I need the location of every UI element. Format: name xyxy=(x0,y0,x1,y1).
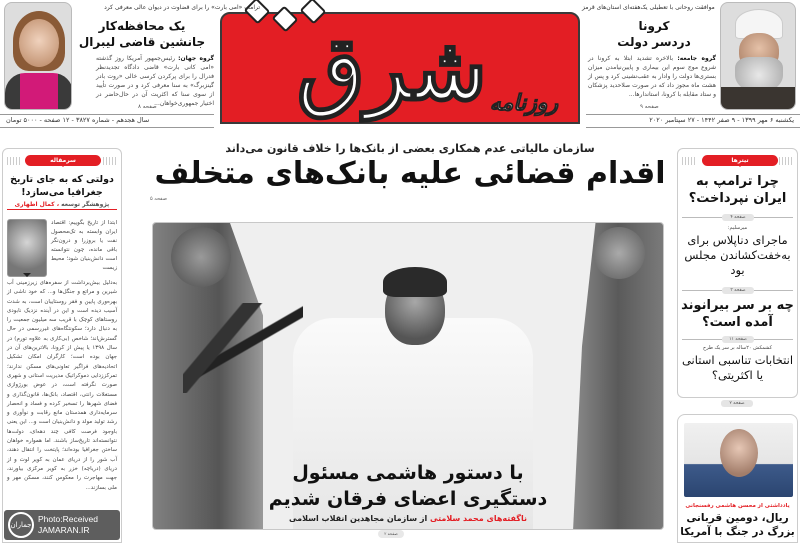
editorial-title[interactable]: دولتی که به جای تاریخ جغرافیا می‌سازد! xyxy=(10,174,114,198)
divider xyxy=(0,127,214,128)
editorial-body: به‌دلیل بیش‌برداشت از سفره‌های زیرزمینی آب شیرین و مراتع و جنگل‌ها و... که خود ناشی از بهره‌وری پایین و فقر روستاییان است، به شدت آسیب دیده است و این در آینده نزدیک نابودی روستاهای کوچک با قریب سه میلیون جمعیت را به دنبال دارد؛ سکونتگاه‌های غیررسمی در حال گسترش‌اند؛ شاخص (بی‌کاری به علاوه تورم) در سال ۱۳۹۸ یا پیش از کرونا، بالاترین‌های آن در جهان بوده است؛ کارگران امکان تشکیل اتحادیه‌های فراگیر تعاونی‌های مسکن ندارند؛ تمرکززدایی دموکراتیک مدیریت استانی و شهری صورت نگرفته است، در عوض بورژوازی مستغلات رانتی، اقتصاد، بانک‌ها، قانون‌گذاری و فضای شهرها را تسخیر کرده و فساد و انحصار سرمایه‌داری همدستان مانع رقابت و نوآوری و رشد تولید مولد و دانش‌بنیان است و... این یعنی با‌وجود فرصت کافی چند دهه‌ای، دولت‌ها نتوانسته‌اند تاریخ‌ساز باشند. اما همواره خواهان ساختن جغرافیا بوده‌اند؛ پایتخت را انتقال دهند، آب شور را از دریای عمان به کویر لوت و از دریای (دریاچه) خزر به کویر مرکزی بیاورند، جهت مهاجرت را معکوس کنند، مسکن مهر و ملی بسازند... xyxy=(7,280,117,491)
main-story-page: صفحه ۵ xyxy=(150,196,167,202)
photo-subheadline-black: از سازمان مجاهدین انقلاب اسلامی xyxy=(289,514,431,523)
photo-patient-hair xyxy=(383,267,447,297)
microphone-icon xyxy=(183,303,303,393)
headline-item-2-page: صفحه ۱۱ xyxy=(722,336,754,343)
photo-subheadline-red: ناگفته‌های محمد سلامتی xyxy=(430,514,527,523)
headline-item-2[interactable]: چه بر سر بیرانوند آمده است؟ xyxy=(681,298,794,330)
editorial-column xyxy=(2,148,122,543)
headline-item-3-kicker: کشمکش ۲۰ساله بر سر یک طرح xyxy=(702,345,773,351)
teaser-left-body xyxy=(96,54,214,108)
photo-person-left-head xyxy=(171,227,231,287)
main-story-kicker: سازمان مالیاتی عدم همکاری بعضی از بانک‌ها را خلاف قانون می‌داند xyxy=(225,142,595,155)
photo-subheadline xyxy=(153,514,663,523)
main-photo[interactable] xyxy=(152,222,664,530)
headline-item-0-page: صفحه ۴ xyxy=(722,214,754,221)
editorial-author: کمال اطهاری xyxy=(14,201,55,208)
opinion-title[interactable]: ریال، دومین قربانی بزرگ در جنگ با آمریکا xyxy=(680,512,795,538)
author-photo xyxy=(7,219,47,277)
divider xyxy=(586,127,800,128)
opinion-author-photo xyxy=(684,423,793,497)
photo-story-page: صفحه ۲ xyxy=(378,530,404,538)
watermark-line2: JAMARAN.IR xyxy=(38,525,90,535)
teaser-right-title-line1[interactable]: کرونا xyxy=(638,19,670,33)
hatch-decoration xyxy=(7,157,21,165)
headline-item-3[interactable]: انتخابات تناسبی استانی یا اکثریتی؟ xyxy=(681,353,794,382)
teaser-photo-rouhani xyxy=(720,2,796,110)
teaser-right-body-lead: گروه جامعه: xyxy=(677,55,716,62)
hatch-decoration xyxy=(103,157,117,165)
teaser-right-title-line2[interactable]: دردسر دولت xyxy=(617,35,691,49)
teaser-left-title-line1[interactable]: یک محافظه‌کار xyxy=(98,19,186,33)
teaser-photo-barrett xyxy=(4,2,72,110)
jamaran-logo-icon: جماران xyxy=(8,512,34,538)
teaser-left-kicker: ترامپ «امی بارت» را برای قضاوت در دیوان عالی معرفی کرد xyxy=(104,4,260,11)
editorial-byline: پژوهشگر توسعه ، کمال اطهاری xyxy=(7,201,117,210)
teaser-right-page: صفحه ۹ xyxy=(640,104,659,110)
divider xyxy=(0,114,214,115)
logo-wordmark: شرق xyxy=(296,16,488,120)
headlines-column xyxy=(677,148,798,398)
photo-caption xyxy=(153,460,663,523)
teaser-left-body-text: رئیس‌جمهور آمریکا روز گذشته «امی کانی بارت» قاضی دادگاه تجدیدنظر فدرال را برای پرکردن کرسی خالی «روت بادر گینزبرگ» به سنا معرفی کرد و در صورت تأیید از سوی سنا که اکثریت آن در حال‌حاضر در اختیار جمهوری‌خواهان... xyxy=(96,55,214,107)
headline-item-1[interactable]: ماجرای دناپلاس برای به‌خفت‌کشاندن مجلس بود xyxy=(684,233,791,277)
photo-watermark xyxy=(4,510,120,540)
headline-item-0[interactable]: چرا ترامپ به ایران نپرداخت؟ xyxy=(688,174,787,206)
headlines-badge: تیترها xyxy=(702,155,778,166)
divider xyxy=(586,114,800,115)
teaser-left-page: صفحه ۸ xyxy=(138,104,157,110)
editorial-body-top: ابتدا از تاریخ بگوییم: اقتصاد ایران وابسته به تک‌محصول نفت یا بروزرا و درون‌نگر باقی مانده، چون نتوانسته است دانش‌بنیان شود؛ محیط زیست xyxy=(51,220,117,271)
issue-date: یکشنبه ۶ مهر ۱۳۹۹ - ۹ صفر ۱۴۴۲ - ۲۷ سپتامبر ۲۰۲۰ xyxy=(649,116,794,124)
main-story-headline[interactable]: اقدام قضائی علیه بانک‌های متخلف xyxy=(154,156,666,191)
editorial-badge: سرمقاله xyxy=(25,155,101,166)
headline-item-1-page: صفحه ۳ xyxy=(722,287,754,294)
headline-item-1-kicker: میرسلیم: xyxy=(727,225,748,231)
teaser-right-body xyxy=(588,54,716,99)
issue-info: سال هجدهم - شماره ۳۸۲۷ - ۱۲ صفحه - ۵۰۰۰ تومان xyxy=(6,116,150,124)
hatch-decoration xyxy=(779,157,793,165)
teaser-left-body-lead: گروه جهان: xyxy=(178,55,214,62)
masthead-logo xyxy=(220,12,580,124)
opinion-box[interactable] xyxy=(677,414,798,543)
teaser-left-title-line2[interactable]: جانشین قاضی لیبرال xyxy=(78,35,206,49)
hatch-decoration xyxy=(682,157,696,165)
photo-headline-line1[interactable]: با دستور هاشمی مسئول xyxy=(292,462,524,484)
photo-headline-line2[interactable]: دستگیری اعضای فرقان شدیم xyxy=(268,488,548,510)
watermark-line1: Photo:Received xyxy=(38,514,99,524)
editorial-author-role: پژوهشگر توسعه xyxy=(61,201,110,208)
headline-item-3-page: صفحه ۲ xyxy=(721,400,753,407)
photo-person-right-head xyxy=(593,227,645,279)
logo-subtitle: روزنامه xyxy=(489,90,558,116)
opinion-kicker: یادداشتی از محسن هاشمی رفسنجانی xyxy=(685,503,790,509)
teaser-right-kicker: موافقت روحانی با تعطیلی یک‌هفته‌ای استان‌های قرمز xyxy=(582,4,715,11)
teaser-right-body-text: بالاخره تشدید ابتلا به کرونا در شروع موج سوم این بیماری و پایین‌نیامدن میزان بستری‌ها دولت را وادار به عقب‌نشینی کرد و پس از هشت ماه مجوز داد که در صورت صلاحدید پزشکان و ستاد مقابله با کرونا، استاندارها... xyxy=(588,55,716,98)
